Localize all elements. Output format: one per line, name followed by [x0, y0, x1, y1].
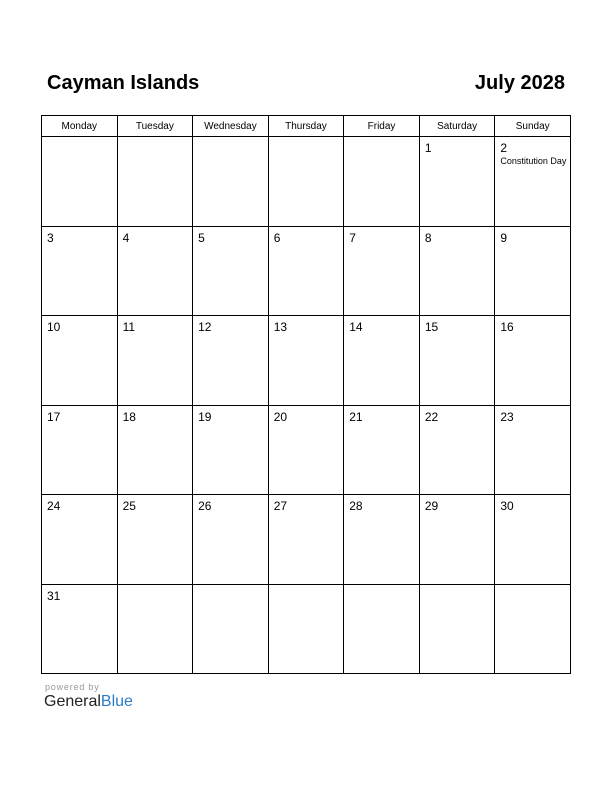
day-number: 10 [47, 320, 61, 334]
holiday-label: Constitution Day [500, 156, 567, 166]
day-number: 3 [47, 230, 54, 245]
empty-day-cell [344, 137, 420, 227]
weekday-header-sunday: Sunday [495, 116, 571, 137]
country-title: Cayman Islands [47, 72, 200, 94]
day-number: 15 [424, 320, 439, 334]
month-title: July 2028 [474, 72, 565, 94]
day-cell [495, 405, 571, 495]
day-cell [419, 405, 495, 495]
day-cell [117, 405, 193, 495]
weekday-header-friday: Friday [344, 116, 420, 137]
day-number: 19 [198, 409, 212, 424]
day-cell [42, 316, 118, 406]
weekday-header-saturday: Saturday [419, 116, 495, 137]
day-number: 6 [273, 230, 281, 245]
day-number: 7 [349, 230, 356, 245]
empty-day-cell [117, 584, 193, 674]
day-number: 4 [122, 230, 130, 245]
day-cell [344, 495, 420, 585]
empty-day-cell [117, 137, 193, 227]
day-cell [42, 495, 118, 585]
day-number: 28 [349, 499, 363, 513]
day-number: 25 [122, 499, 136, 513]
day-cell [419, 495, 495, 585]
day-number: 26 [198, 499, 212, 513]
day-number: 29 [424, 499, 439, 513]
day-cell [268, 495, 344, 585]
weekday-header-wednesday: Wednesday [193, 116, 269, 137]
day-cell [495, 495, 571, 585]
day-number: 9 [500, 230, 508, 245]
day-cell [117, 495, 193, 585]
week-row [42, 495, 571, 585]
weekday-header-thursday: Thursday [268, 116, 344, 137]
day-number: 27 [273, 499, 288, 513]
day-number: 18 [122, 409, 136, 424]
day-cell [268, 316, 344, 406]
day-number: 24 [47, 499, 61, 513]
day-number: 31 [47, 588, 61, 603]
calendar-grid [41, 115, 571, 674]
day-cell [419, 137, 495, 227]
day-number: 8 [424, 230, 432, 245]
day-cell [344, 316, 420, 406]
empty-day-cell [344, 584, 420, 674]
empty-day-cell [42, 137, 118, 227]
day-number: 21 [349, 409, 363, 424]
day-cell [193, 495, 269, 585]
day-number: 13 [273, 320, 288, 334]
week-row [42, 226, 571, 316]
weekday-header-tuesday: Tuesday [117, 116, 193, 137]
week-row [42, 316, 571, 406]
empty-day-cell [419, 584, 495, 674]
day-number: 1 [424, 141, 432, 155]
empty-day-cell [193, 584, 269, 674]
day-cell [42, 226, 118, 316]
day-cell [42, 584, 118, 674]
day-number: 20 [273, 409, 288, 424]
day-number: 12 [198, 320, 212, 334]
brand-name [44, 693, 133, 711]
weekday-header-monday: Monday [42, 116, 118, 137]
day-number: 11 [122, 320, 136, 334]
day-cell [495, 137, 571, 227]
week-row [42, 137, 571, 227]
day-cell [193, 226, 269, 316]
brand-blue-text: Blue [100, 693, 133, 710]
day-cell [193, 405, 269, 495]
day-cell [344, 226, 420, 316]
day-number: 2 [500, 141, 508, 155]
day-cell [117, 226, 193, 316]
day-cell [344, 405, 420, 495]
empty-day-cell [268, 137, 344, 227]
day-number: 17 [47, 409, 61, 424]
day-cell [268, 405, 344, 495]
day-number: 22 [424, 409, 439, 424]
week-row [42, 405, 571, 495]
day-number: 23 [500, 409, 514, 424]
day-cell [495, 316, 571, 406]
day-cell [193, 316, 269, 406]
day-cell [495, 226, 571, 316]
week-row [42, 584, 571, 674]
calendar-body [42, 137, 571, 674]
day-cell [419, 226, 495, 316]
powered-by-label: powered by [45, 682, 100, 692]
empty-day-cell [193, 137, 269, 227]
day-cell [117, 316, 193, 406]
day-number: 5 [198, 230, 205, 245]
day-number: 16 [500, 320, 514, 334]
weekday-header-row [42, 116, 571, 137]
empty-day-cell [495, 584, 571, 674]
day-number: 30 [500, 499, 514, 513]
day-cell [268, 226, 344, 316]
day-number: 14 [349, 320, 363, 334]
brand-logo [44, 682, 133, 711]
brand-general-text: General [44, 693, 101, 710]
day-cell [419, 316, 495, 406]
day-cell [42, 405, 118, 495]
empty-day-cell [268, 584, 344, 674]
